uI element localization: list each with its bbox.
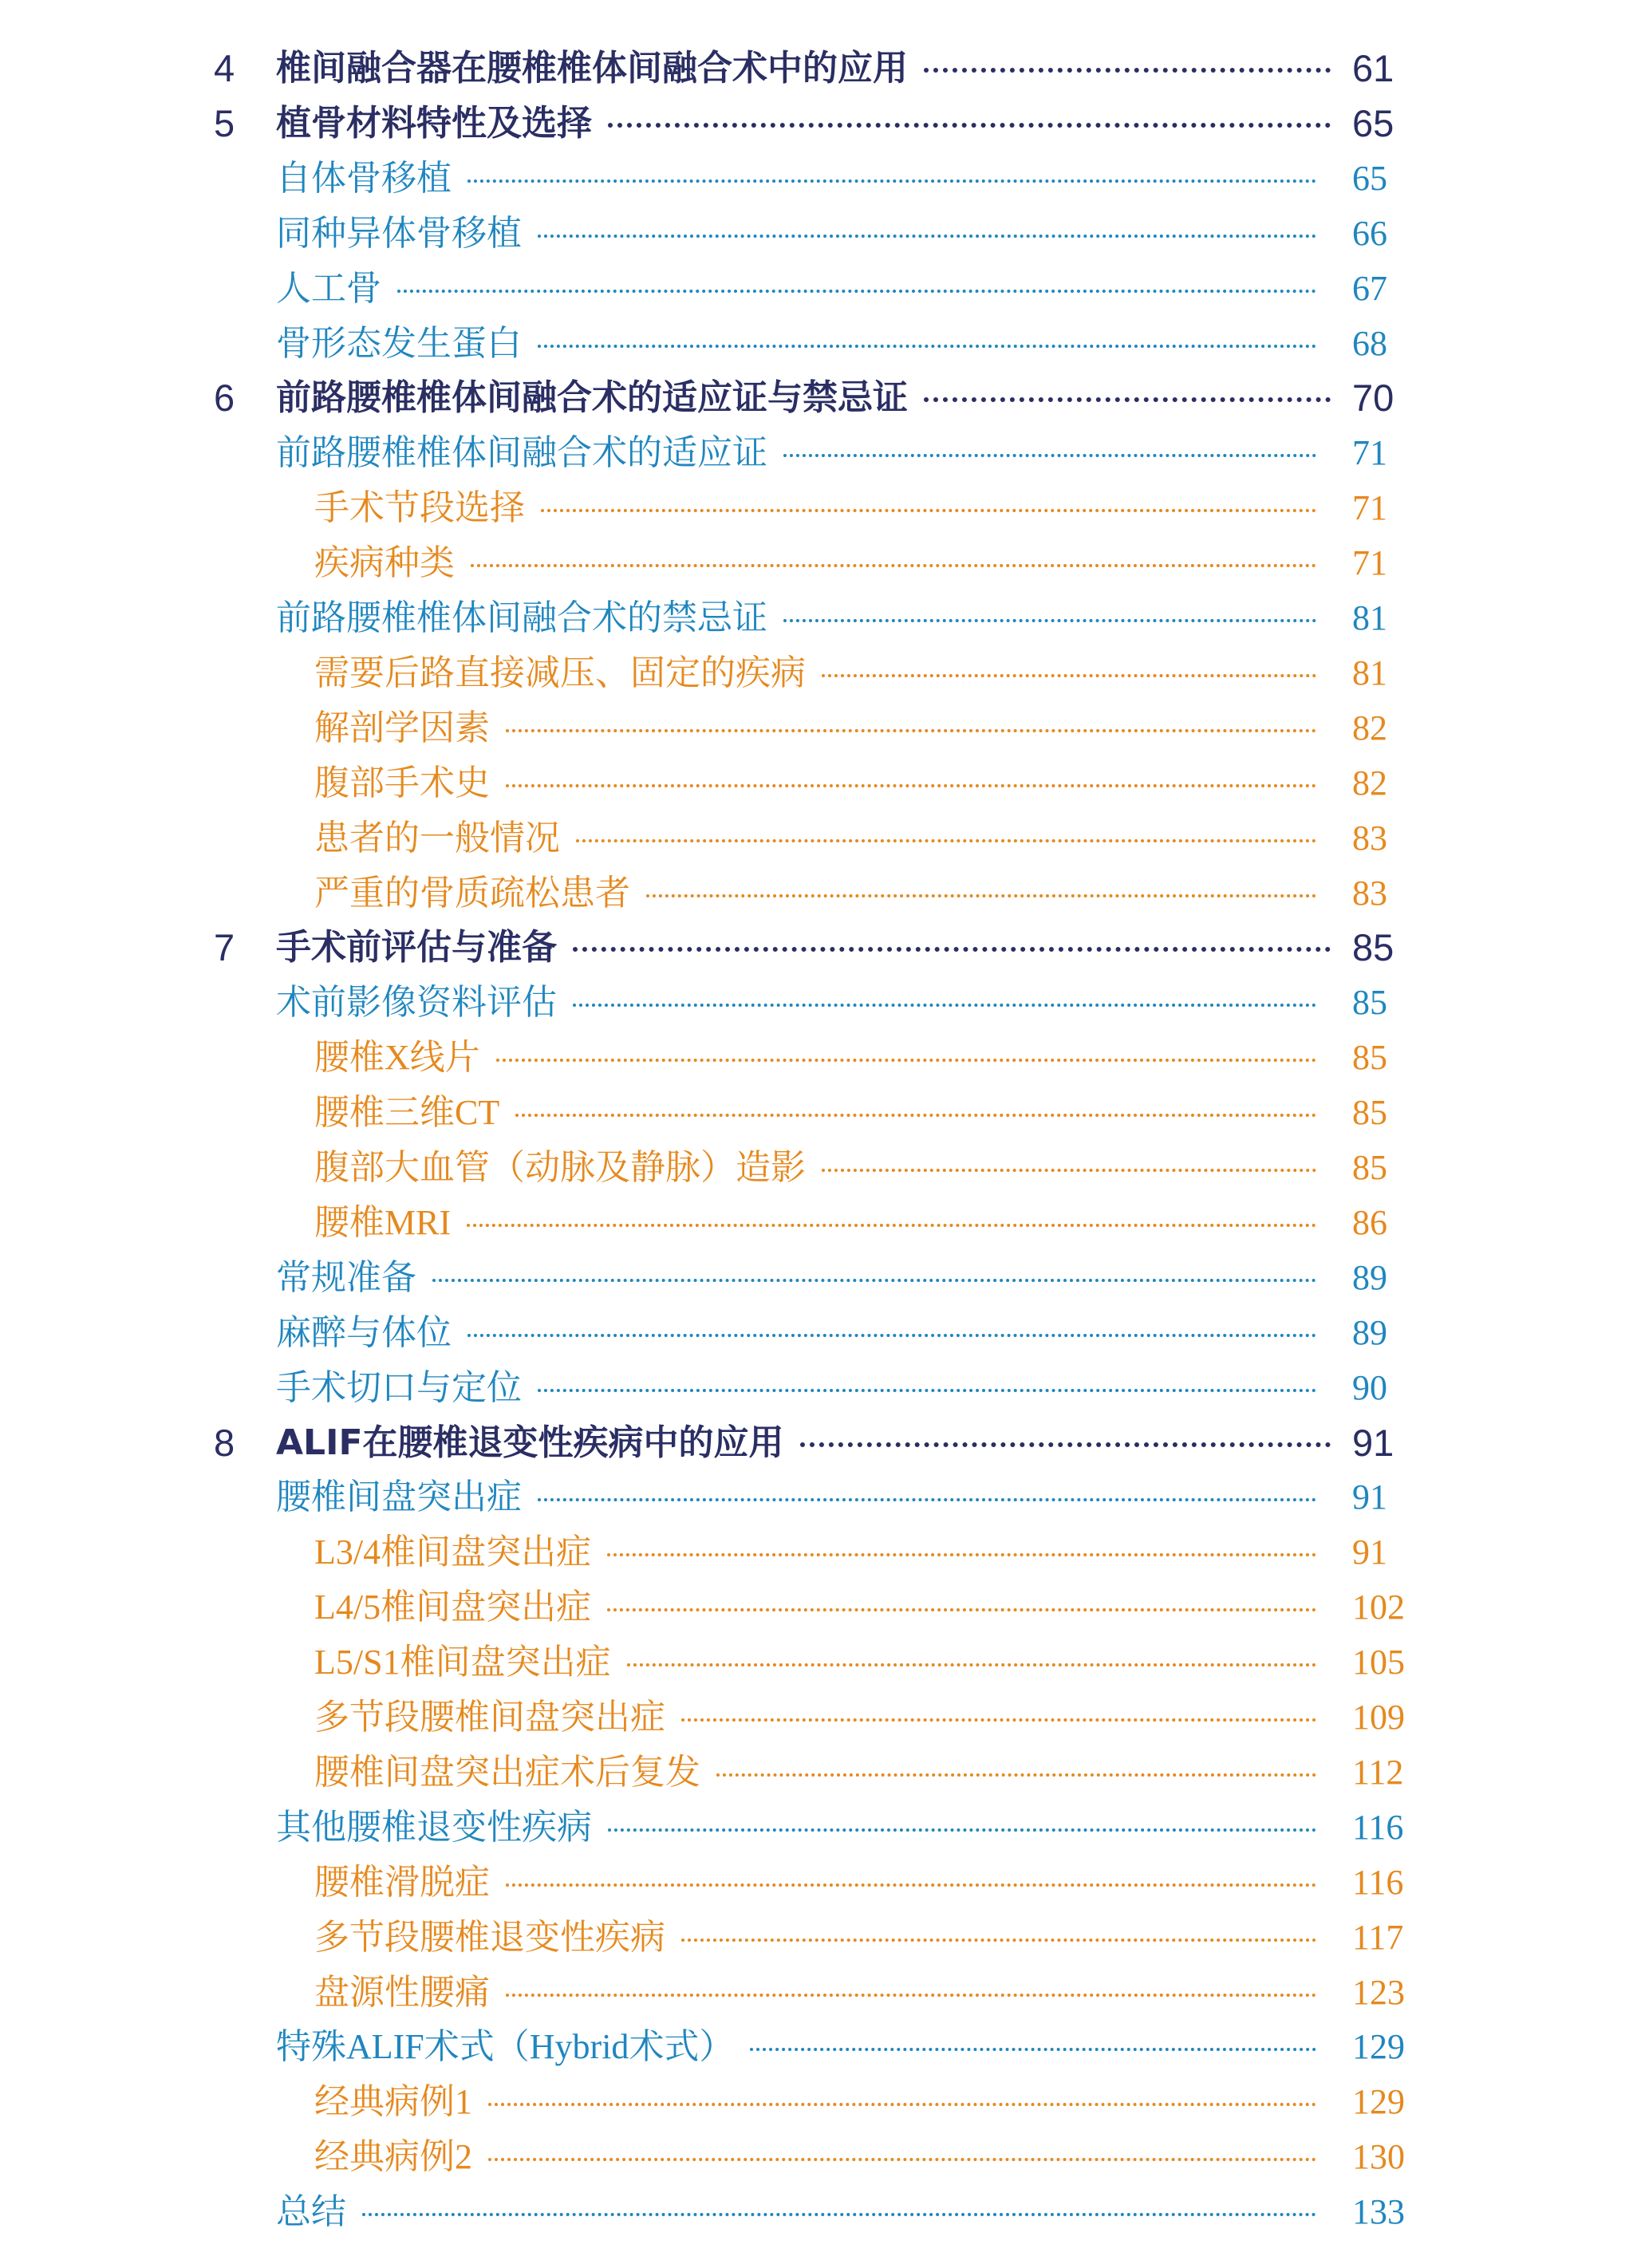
- dot-leader: [924, 397, 1331, 402]
- chapter-number: 4: [214, 47, 235, 89]
- page-number: 68: [1352, 324, 1387, 363]
- entry-title: 前路腰椎椎体间融合术的禁忌证: [276, 598, 767, 638]
- toc-section: [0, 261, 1637, 317]
- page-number: 65: [1352, 102, 1394, 144]
- toc-subsection: [0, 700, 1637, 756]
- entry-title: 常规准备: [276, 1257, 416, 1298]
- dot-leader: [573, 947, 1331, 952]
- page-number: 85: [1352, 983, 1387, 1022]
- toc-section: [0, 1360, 1637, 1416]
- dot-leader: [506, 1883, 1316, 1887]
- entry-title: 同种异体骨移植: [276, 213, 522, 254]
- toc-subsection: [0, 755, 1637, 811]
- dot-leader: [506, 1994, 1316, 1997]
- dot-leader: [783, 454, 1316, 457]
- page-number: 89: [1352, 1313, 1387, 1352]
- dot-leader: [432, 1279, 1316, 1282]
- chapter-number: 8: [214, 1422, 235, 1464]
- dot-leader: [607, 1608, 1316, 1611]
- page-number: 71: [1352, 488, 1387, 527]
- dot-leader: [496, 1059, 1316, 1062]
- dot-leader: [783, 619, 1316, 622]
- page-number: 83: [1352, 818, 1387, 858]
- page-number: 82: [1352, 708, 1387, 747]
- entry-title: 其他腰椎退变性疾病: [276, 1807, 592, 1848]
- toc-subsection: [0, 1965, 1637, 2021]
- toc-section: [0, 2019, 1637, 2075]
- entry-title: 多节段腰椎退变性疾病: [314, 1917, 665, 1958]
- page-number: 117: [1352, 1918, 1404, 1957]
- page-number: 83: [1352, 874, 1387, 913]
- dot-leader: [924, 68, 1331, 73]
- toc-section: [0, 425, 1637, 481]
- dot-leader: [822, 674, 1316, 677]
- entry-title: 椎间融合器在腰椎椎体间融合术中的应用: [276, 48, 908, 89]
- entry-title: 手术前评估与准备: [276, 927, 557, 968]
- dot-leader: [467, 1224, 1316, 1227]
- page-number: 109: [1352, 1698, 1405, 1737]
- page-number: 129: [1352, 2082, 1405, 2121]
- dot-leader: [573, 1004, 1316, 1007]
- dot-leader: [488, 2158, 1316, 2161]
- entry-title: 疾病种类: [314, 542, 455, 583]
- entry-title: 腹部大血管（动脉及静脉）造影: [314, 1147, 806, 1188]
- entry-title: L4/5椎间盘突出症: [314, 1587, 592, 1627]
- toc-section: [0, 2184, 1637, 2240]
- entry-title: 麻醉与体位: [276, 1312, 452, 1353]
- dot-leader: [627, 1663, 1316, 1666]
- entry-title: 特殊ALIF术式（Hybrid术式）: [276, 2026, 735, 2067]
- entry-title: 腰椎X线片: [314, 1037, 480, 1078]
- dot-leader: [467, 179, 1316, 183]
- toc-section: [0, 975, 1637, 1031]
- toc-subsection: [0, 1030, 1637, 1086]
- toc-chapter: [0, 370, 1637, 426]
- page-number: 116: [1352, 1808, 1404, 1847]
- toc-section: [0, 1469, 1637, 1525]
- dot-leader: [488, 2103, 1316, 2106]
- entry-title: 手术节段选择: [314, 487, 525, 528]
- entry-title: 解剖学因素: [314, 708, 490, 748]
- entry-title: 腰椎间盘突出症: [276, 1477, 522, 1517]
- page-number: 85: [1352, 926, 1394, 968]
- page-number: 61: [1352, 47, 1394, 89]
- page-number: 89: [1352, 1258, 1387, 1297]
- toc-subsection: [0, 1195, 1637, 1251]
- page-number: 70: [1352, 377, 1394, 419]
- entry-title: 骨形态发生蛋白: [276, 323, 522, 364]
- page-number: 66: [1352, 214, 1387, 253]
- dot-leader: [716, 1773, 1316, 1777]
- dot-leader: [681, 1939, 1316, 1942]
- dot-leader: [646, 894, 1316, 897]
- page-number: 81: [1352, 598, 1387, 637]
- toc-section: [0, 1800, 1637, 1856]
- toc-subsection: [0, 1140, 1637, 1196]
- toc-subsection: [0, 2129, 1637, 2185]
- dot-leader: [541, 509, 1316, 512]
- dot-leader: [506, 729, 1316, 732]
- page-number: 116: [1352, 1863, 1404, 1902]
- toc-subsection: [0, 645, 1637, 701]
- dot-leader: [515, 1114, 1316, 1117]
- entry-title: 前路腰椎椎体间融合术的适应证与禁忌证: [276, 377, 908, 418]
- toc-section: [0, 151, 1637, 207]
- page-number: 91: [1352, 1532, 1387, 1572]
- dot-leader: [397, 290, 1316, 293]
- entry-title: 植骨材料特性及选择: [276, 103, 592, 144]
- dot-leader: [608, 123, 1331, 128]
- entry-title: 腰椎三维CT: [314, 1092, 500, 1133]
- page-number: 91: [1352, 1477, 1387, 1517]
- toc-section: [0, 1250, 1637, 1306]
- dot-leader: [538, 1498, 1316, 1501]
- toc-chapter: [0, 96, 1637, 152]
- toc-subsection: [0, 1855, 1637, 1911]
- page-number: 91: [1352, 1422, 1394, 1464]
- entry-title: 严重的骨质疏松患者: [314, 873, 630, 913]
- dot-leader: [506, 784, 1316, 787]
- toc-chapter: [0, 1415, 1637, 1471]
- page-number: 82: [1352, 763, 1387, 803]
- dot-leader: [608, 1828, 1316, 1832]
- page-number: 81: [1352, 653, 1387, 692]
- entry-title: L5/S1椎间盘突出症: [314, 1642, 611, 1682]
- dot-leader: [576, 839, 1316, 842]
- page-number: 67: [1352, 269, 1387, 308]
- dot-leader: [538, 235, 1316, 238]
- page-number: 123: [1352, 1973, 1405, 2012]
- page-number: 130: [1352, 2137, 1405, 2176]
- toc-subsection: [0, 1635, 1637, 1690]
- toc-section: [0, 206, 1637, 262]
- page-number: 85: [1352, 1148, 1387, 1187]
- toc-subsection: [0, 1690, 1637, 1745]
- dot-leader: [822, 1169, 1316, 1172]
- page-number: 71: [1352, 433, 1387, 472]
- entry-title: 腹部手术史: [314, 763, 490, 803]
- entry-title: 人工骨: [276, 268, 381, 309]
- toc-chapter: [0, 920, 1637, 976]
- page-number: 71: [1352, 543, 1387, 582]
- page-number: 129: [1352, 2027, 1405, 2066]
- toc-subsection: [0, 1580, 1637, 1635]
- entry-title: ALIF在腰椎退变性疾病中的应用: [276, 1422, 784, 1463]
- dot-leader: [607, 1553, 1316, 1556]
- entry-title: 总结: [276, 2191, 346, 2232]
- toc-subsection: [0, 535, 1637, 591]
- toc-subsection: [0, 1745, 1637, 1801]
- toc-subsection: [0, 2074, 1637, 2130]
- entry-title: 术前影像资料评估: [276, 982, 557, 1023]
- page-number: 105: [1352, 1643, 1405, 1682]
- entry-title: 腰椎MRI: [314, 1202, 452, 1243]
- page-number: 86: [1352, 1203, 1387, 1242]
- page-number: 102: [1352, 1588, 1405, 1627]
- entry-title: 前路腰椎椎体间融合术的适应证: [276, 432, 767, 473]
- dot-leader: [467, 1334, 1316, 1337]
- entry-title: 自体骨移植: [276, 158, 452, 199]
- toc-chapter: [0, 41, 1637, 97]
- dot-leader: [471, 564, 1316, 567]
- dot-leader: [538, 345, 1316, 348]
- dot-leader: [538, 1389, 1316, 1392]
- page-number: 65: [1352, 159, 1387, 198]
- entry-title: 腰椎滑脱症: [314, 1862, 490, 1903]
- chapter-number: 7: [214, 926, 235, 968]
- toc-subsection: [0, 866, 1637, 921]
- toc-subsection: [0, 1085, 1637, 1141]
- entry-title: 经典病例2: [314, 2136, 472, 2177]
- toc-subsection: [0, 1524, 1637, 1580]
- dot-leader: [750, 2048, 1316, 2051]
- toc-subsection: [0, 480, 1637, 536]
- page-number: 90: [1352, 1368, 1387, 1407]
- entry-title: 多节段腰椎间盘突出症: [314, 1697, 665, 1737]
- entry-title: 盘源性腰痛: [314, 1972, 490, 2013]
- entry-title: 腰椎间盘突出症术后复发: [314, 1752, 700, 1793]
- toc-subsection: [0, 811, 1637, 866]
- entry-title: 患者的一般情况: [314, 818, 560, 858]
- toc-section: [0, 1305, 1637, 1361]
- toc-section: [0, 590, 1637, 646]
- chapter-number: 5: [214, 102, 235, 144]
- entry-title: L3/4椎间盘突出症: [314, 1532, 592, 1572]
- entry-title: 需要后路直接减压、固定的疾病: [314, 653, 806, 693]
- dot-leader: [800, 1442, 1331, 1447]
- page-number: 112: [1352, 1753, 1404, 1792]
- entry-title: 手术切口与定位: [276, 1367, 522, 1408]
- dot-leader: [362, 2213, 1316, 2216]
- page-number: 133: [1352, 2192, 1405, 2231]
- toc-section: [0, 316, 1637, 372]
- chapter-number: 6: [214, 377, 235, 419]
- page-number: 85: [1352, 1093, 1387, 1132]
- dot-leader: [681, 1718, 1316, 1722]
- entry-title: 经典病例1: [314, 2081, 472, 2122]
- page-number: 85: [1352, 1038, 1387, 1077]
- toc-subsection: [0, 1910, 1637, 1966]
